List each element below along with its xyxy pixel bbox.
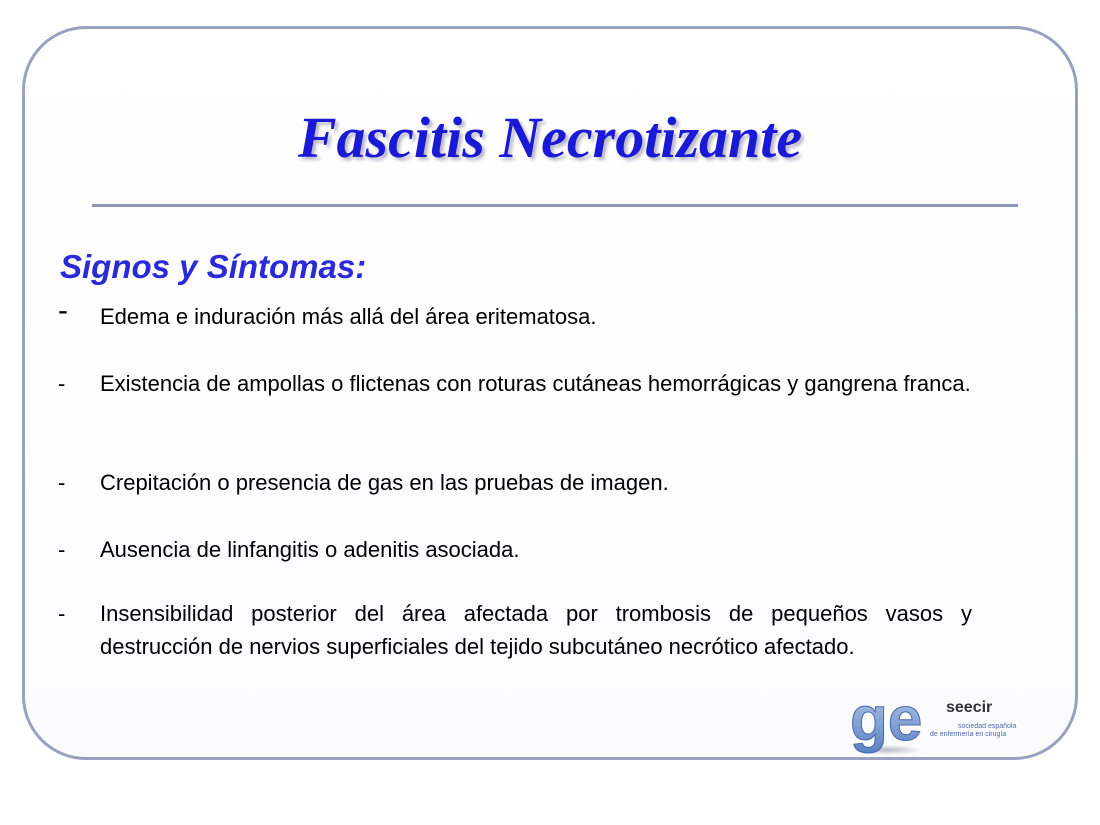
- bullet-text: Existencia de ampollas o flictenas con roturas cutáneas hemorrágicas y gangrena franca.: [100, 371, 971, 396]
- bullet-text: Insensibilidad posterior del área afectada por trombosis de pequeños vasos y destrucción de nervios superficiales del tejido subcutáneo necrótico afectado.: [100, 601, 972, 659]
- bullet-text: Edema e induración más allá del área eritematosa.: [100, 304, 597, 329]
- bullet-text: Ausencia de linfangitis o adenitis asociada.: [100, 537, 520, 562]
- logo-name: seecir: [946, 699, 993, 716]
- bullet-marker: -: [58, 371, 66, 396]
- bullet-marker: -: [58, 294, 68, 327]
- logo-mark: ge: [850, 685, 923, 754]
- section-subtitle: Signos y Síntomas:: [60, 248, 367, 285]
- bullet-marker: -: [58, 601, 66, 626]
- logo-tagline-line1: sociedad española: [958, 723, 1017, 730]
- seecir-logo: [846, 678, 1026, 758]
- title-divider: [92, 204, 1018, 207]
- slide-title: Fascitis Necrotizante: [297, 105, 803, 170]
- bullet-text: Crepitación o presencia de gas en las pruebas de imagen.: [100, 470, 669, 495]
- logo-tagline-line2: de enfermería en cirugía: [930, 731, 1007, 738]
- bullet-marker: -: [58, 470, 66, 495]
- bullet-marker: -: [58, 537, 66, 562]
